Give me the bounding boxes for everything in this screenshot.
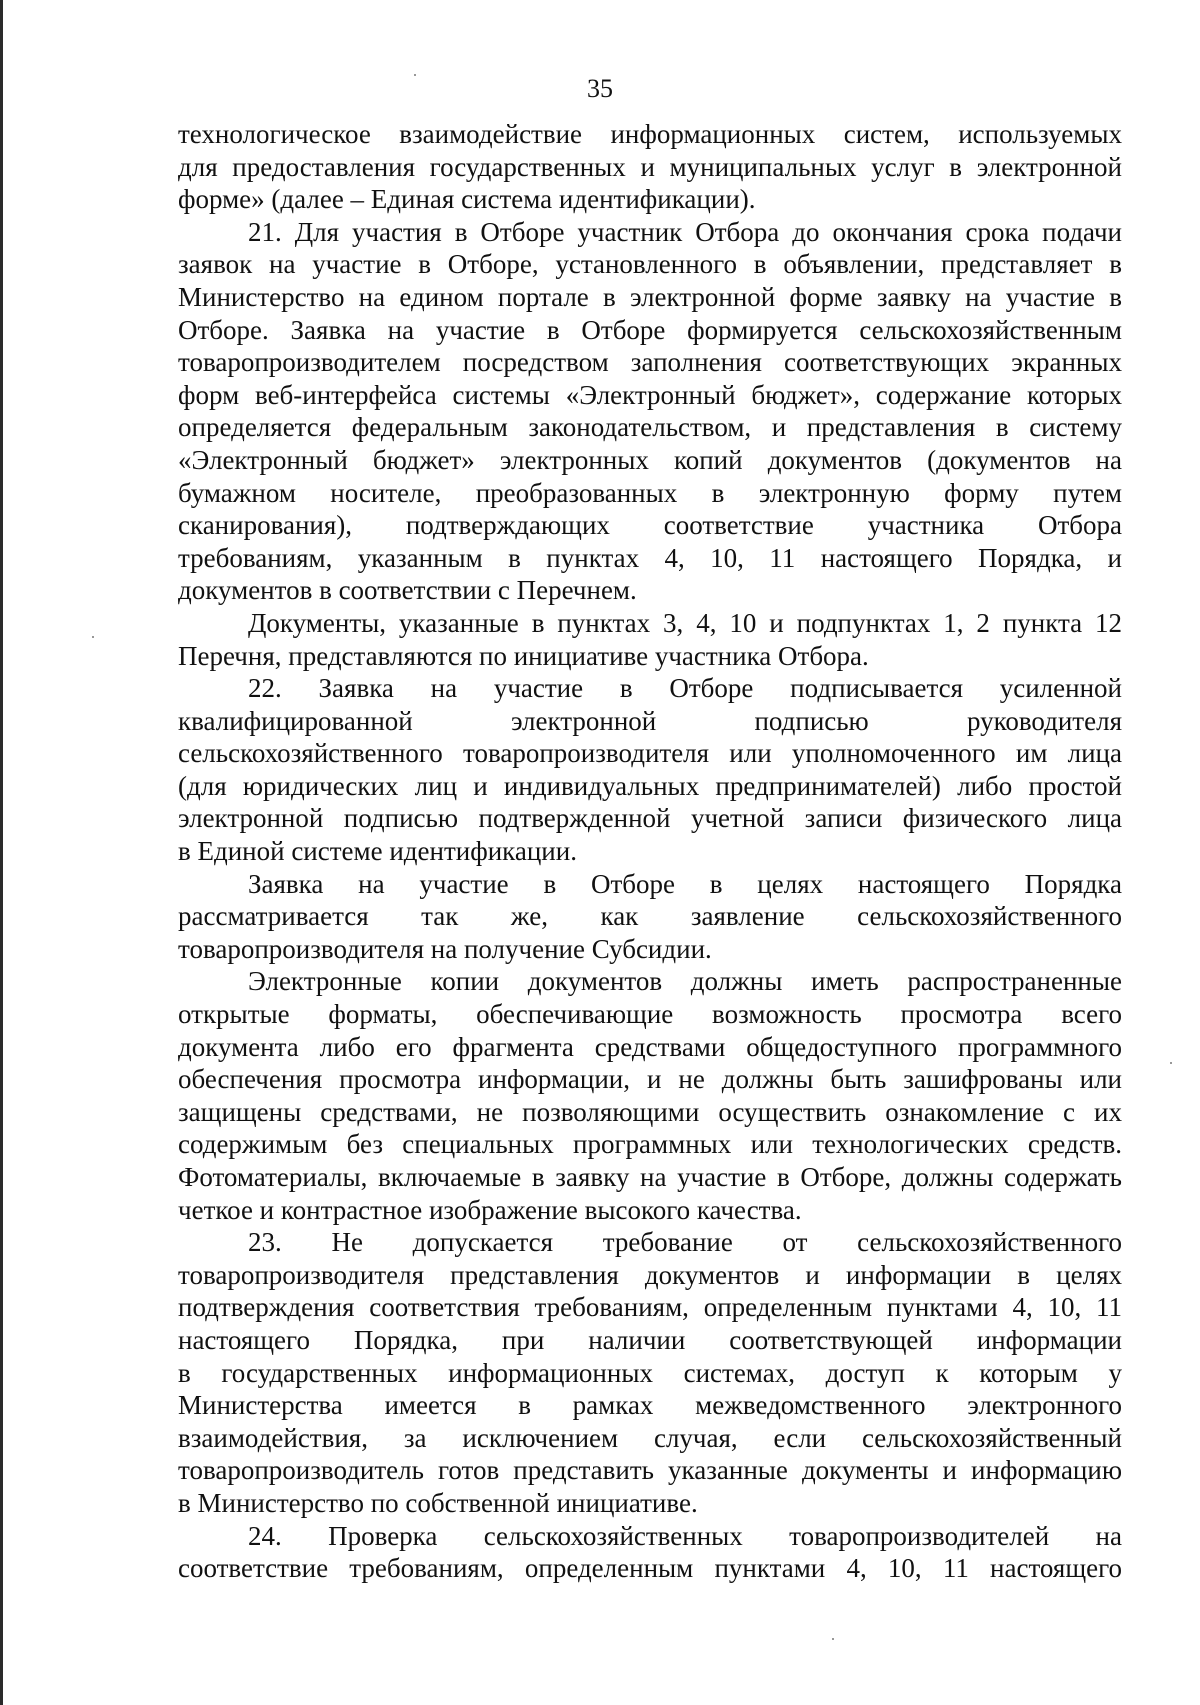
text-line: в Единой системе идентификации. — [178, 836, 577, 867]
text-line: заявок на участие в Отборе, установленного в объявлении, представляет в — [178, 249, 1122, 280]
text-line: квалифицированной электронной подписью руководителя — [178, 705, 1122, 736]
text-line: товаропроизводителем посредством заполнения соответствующих экранных — [178, 347, 1122, 378]
text-line: 22. Заявка на участие в Отборе подписывается усиленной — [248, 673, 1122, 704]
text-line: 23. Не допускается требование от сельскохозяйственного — [248, 1227, 1122, 1258]
text-line: товаропроизводителя на получение Субсидии. — [178, 933, 712, 964]
text-line: Перечня, представляются по инициативе участника Отбора. — [178, 640, 869, 671]
text-line: открытые форматы, обеспечивающие возможность просмотра всего — [178, 999, 1122, 1030]
text-line: Министерства имеется в рамках межведомственного электронного — [178, 1390, 1122, 1421]
text-line: товаропроизводителя представления документов и информации в целях — [178, 1259, 1122, 1290]
text-line: в Министерство по собственной инициативе. — [178, 1487, 698, 1518]
text-line: документа либо его фрагмента средствами общедоступного программного — [178, 1031, 1122, 1062]
text-line: определяется федеральным законодательством, и представления в систему — [178, 412, 1122, 443]
text-line: форм веб-интерфейса системы «Электронный бюджет», содержание которых — [178, 379, 1122, 410]
text-line: бумажном носителе, преобразованных в электронную форму путем — [178, 477, 1122, 508]
document-body — [178, 118, 1122, 1585]
text-line: «Электронный бюджет» электронных копий документов (документов на — [178, 444, 1122, 475]
text-line: защищены средствами, не позволяющими осуществить ознакомление с их — [178, 1096, 1122, 1127]
text-line: для предоставления государственных и муниципальных услуг в электронной — [178, 151, 1122, 182]
text-line: рассматривается так же, как заявление сельскохозяйственного — [178, 901, 1122, 932]
text-line: Министерство на едином портале в электронной форме заявку на участие в — [178, 281, 1122, 312]
scan-speck — [1170, 1062, 1172, 1064]
text-line: подтверждения соответствия требованиям, определенным пунктами 4, 10, 11 — [178, 1292, 1122, 1323]
text-line: (для юридических лиц и индивидуальных предпринимателей) либо простой — [178, 770, 1122, 801]
text-line: сканирования), подтверждающих соответствие участника Отбора — [178, 510, 1122, 541]
text-line: документов в соответствии с Перечнем. — [178, 575, 637, 606]
text-line: соответствие требованиям, определенным пунктами 4, 10, 11 настоящего — [178, 1553, 1122, 1584]
scan-edge — [0, 0, 3, 1705]
text-line: Электронные копии документов должны иметь распространенные — [248, 966, 1122, 997]
text-line: Фотоматериалы, включаемые в заявку на участие в Отборе, должны содержать — [178, 1162, 1122, 1192]
scan-speck — [92, 636, 94, 638]
scan-speck — [832, 1638, 834, 1640]
page-number: 35 — [587, 74, 613, 103]
text-line: обеспечения просмотра информации, и не должны быть зашифрованы или — [178, 1064, 1122, 1095]
text-line: Отборе. Заявка на участие в Отборе формируется сельскохозяйственным — [178, 314, 1122, 345]
text-line: требованиям, указанным в пунктах 4, 10, 11 настоящего Порядка, и — [178, 542, 1122, 573]
text-line: сельскохозяйственного товаропроизводителя или уполномоченного им лица — [178, 738, 1122, 769]
text-line: электронной подписью подтвержденной учетной записи физического лица — [178, 803, 1122, 834]
text-line: 21. Для участия в Отборе участник Отбора до окончания срока подачи — [248, 216, 1122, 247]
text-line: взаимодействия, за исключением случая, если сельскохозяйственный — [178, 1422, 1122, 1453]
scan-speck — [414, 74, 416, 76]
text-line: в государственных информационных системах, доступ к которым у — [178, 1357, 1122, 1388]
text-line: Заявка на участие в Отборе в целях настоящего Порядка — [248, 868, 1122, 899]
text-line: товаропроизводитель готов представить указанные документы и информацию — [178, 1455, 1122, 1486]
text-line: технологическое взаимодействие информационных систем, используемых — [178, 119, 1122, 149]
text-line: форме» (далее – Единая система идентификации). — [178, 184, 756, 215]
text-line: 24. Проверка сельскохозяйственных товаропроизводителей на — [248, 1520, 1122, 1551]
text-line: Документы, указанные в пунктах 3, 4, 10 и подпунктах 1, 2 пункта 12 — [248, 607, 1122, 638]
text-line: четкое и контрастное изображение высокого качества. — [178, 1194, 802, 1225]
text-line: настоящего Порядка, при наличии соответствующей информации — [178, 1324, 1122, 1355]
text-line: содержимым без специальных программных или технологических средств. — [178, 1129, 1122, 1160]
